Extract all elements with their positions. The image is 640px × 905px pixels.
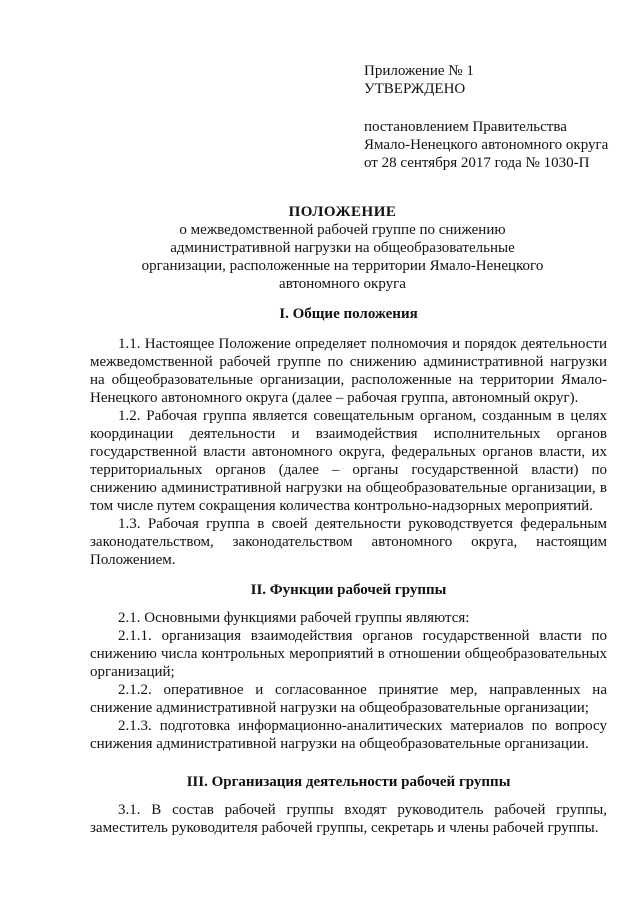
section-1-heading: I. Общие положения — [279, 306, 418, 322]
paragraph-3-1: 3.1. В состав рабочей группы входят руководитель рабочей группы, заместитель руководителя рабочей группы, секретарь и члены рабочей группы. — [90, 802, 607, 836]
subtitle-line-1: о межведомственной рабочей группе по снижению — [179, 222, 506, 238]
approved-label: УТВЕРЖДЕНО — [364, 81, 466, 97]
appendix-number: Приложение № 1 — [364, 63, 474, 79]
decree-line-2: Ямало-Ненецкого автономного округа — [364, 137, 609, 153]
paragraph-1-1: 1.1. Настоящее Положение определяет полномочия и порядок деятельности межведомственной рабочей группе по снижению административной нагрузки на общеобразовательные организации, расположенные на территории Ямало-Ненецкого автономного округа (далее – рабочая группа, автономный округ). — [90, 336, 607, 406]
paragraph-2-1-3: 2.1.3. подготовка информационно-аналитических материалов по вопросу снижения административной нагрузки на общеобразовательные организации. — [90, 718, 607, 752]
section-2-heading: II. Функции рабочей группы — [250, 582, 447, 598]
decree-date: от 28 сентября 2017 года № 1030-П — [364, 155, 590, 171]
paragraph-1-3: 1.3. Рабочая группа в своей деятельности руководствуется федеральным законодательством, законодательством автономного округа, настоящим Положением. — [90, 516, 607, 568]
paragraph-2-1: 2.1. Основными функциями рабочей группы являются: — [118, 610, 470, 626]
approval-stamp-block — [364, 62, 624, 172]
document-body — [90, 305, 607, 837]
decree-line-1: постановлением Правительства — [364, 119, 567, 135]
document-title-block — [120, 203, 565, 293]
paragraph-2-1-2: 2.1.2. оперативное и согласованное принятие мер, направленных на снижение административной нагрузки на общеобразовательные организации; — [90, 682, 607, 716]
paragraph-2-1-1: 2.1.1. организация взаимодействия органов государственной власти по снижению числа контрольных мероприятий в отношении общеобразовательных организаций; — [90, 628, 607, 680]
section-3-heading: III. Организация деятельности рабочей группы — [186, 774, 511, 790]
subtitle-line-3: организации, расположенные на территории Ямало-Ненецкого — [141, 258, 544, 274]
document-title: ПОЛОЖЕНИЕ — [288, 204, 397, 220]
subtitle-line-2: административной нагрузки на общеобразовательные — [170, 240, 515, 256]
subtitle-line-4: автономного округа — [279, 276, 406, 292]
paragraph-1-2: 1.2. Рабочая группа является совещательным органом, созданным в целях координации деятельности и взаимодействия исполнительных органов государственной власти автономного округа, федеральных органов власти, их территориальных органов (далее – органы государственной власти) по снижению административной нагрузки на общеобразовательные организации, в том числе путем сокращения количества контрольно-надзорных мероприятий. — [90, 408, 607, 514]
